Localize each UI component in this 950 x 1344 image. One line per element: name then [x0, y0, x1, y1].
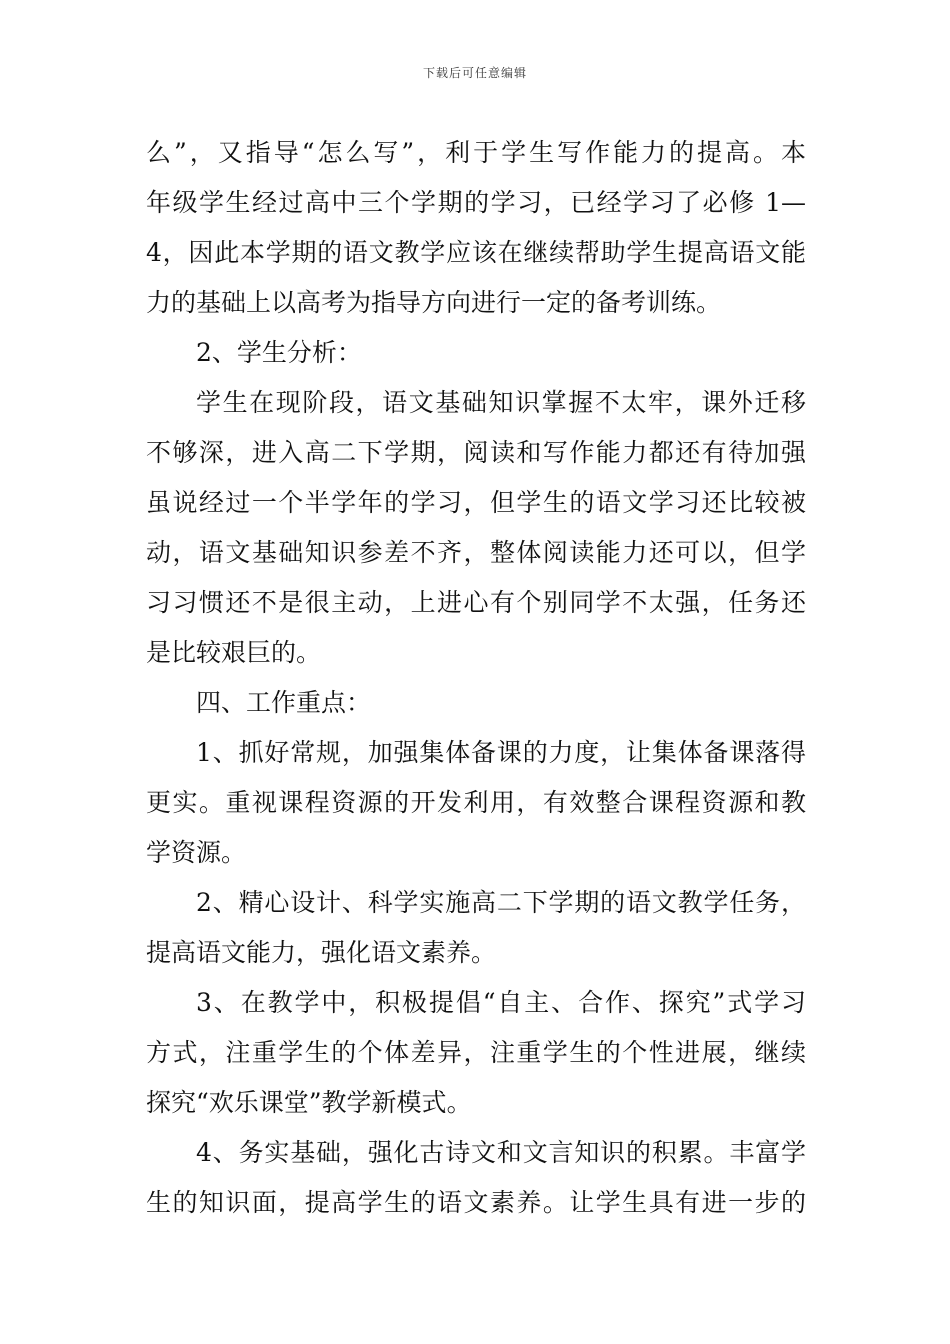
text-line: 2、精心设计、科学实施高二下学期的语文教学任务，: [196, 888, 806, 917]
text-line: 学生在现阶段，语文基础知识掌握不太牢，课外迁移: [196, 388, 806, 417]
text-line: 4，因此本学期的语文教学应该在继续帮助学生提高语文能: [146, 238, 806, 267]
text-line: 4、务实基础，强化古诗文和文言知识的积累。丰富学: [196, 1138, 806, 1167]
text-line: 学资源。: [146, 838, 247, 867]
text-line: 么”，又指导“怎么写”，利于学生写作能力的提高。本: [146, 138, 806, 167]
text-line: 3、在教学中，积极提倡“自主、合作、探究”式学习: [196, 988, 806, 1017]
text-line: 不够深，进入高二下学期，阅读和写作能力都还有待加强: [146, 438, 806, 467]
section-heading: 2、学生分析：: [196, 338, 362, 367]
text-line: 动，语文基础知识参差不齐，整体阅读能力还可以，但学: [146, 538, 806, 567]
text-line: 1、抓好常规，加强集体备课的力度，让集体备课落得: [196, 738, 806, 767]
text-line: 年级学生经过高中三个学期的学习，已经学习了必修 1—: [146, 188, 806, 217]
page-header: 下载后可任意编辑: [422, 66, 527, 80]
text-line: 更实。重视课程资源的开发利用，有效整合课程资源和教: [146, 788, 806, 817]
text-line: 习习惯还不是很主动，上进心有个别同学不太强，任务还: [146, 588, 806, 617]
text-line: 方式，注重学生的个体差异，注重学生的个性进展，继续: [146, 1038, 806, 1067]
text-line: 是比较艰巨的。: [146, 638, 322, 667]
document-body: [146, 128, 806, 1228]
text-line: 力的基础上以高考为指导方向进行一定的备考训练。: [146, 288, 722, 317]
text-line: 探究“欢乐课堂”教学新模式。: [146, 1088, 472, 1117]
text-line: 虽说经过一个半学年的学习，但学生的语文学习还比较被: [146, 488, 806, 517]
section-heading: 四、工作重点：: [196, 688, 372, 717]
text-line: 生的知识面，提高学生的语文素养。让学生具有进一步的: [146, 1188, 806, 1217]
text-line: 提高语文能力，强化语文素养。: [146, 938, 497, 967]
